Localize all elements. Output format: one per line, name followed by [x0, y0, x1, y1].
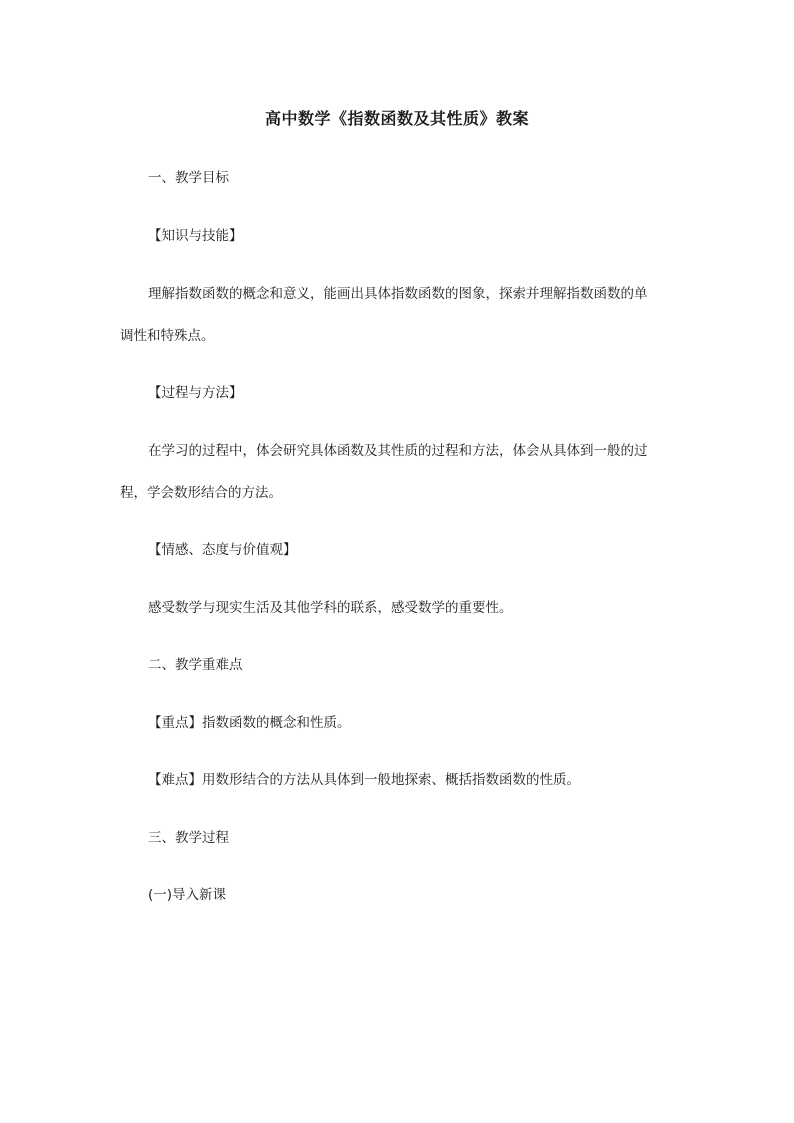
paragraph-process-line-1: 在学习的过程中，体会研究具体函数及其性质的过程和方法，体会从具体到一般的过	[148, 443, 648, 459]
subheading-introduction: (一)导入新课	[148, 887, 227, 903]
subheading-knowledge-skills: 【知识与技能】	[148, 228, 243, 244]
paragraph-process-line-2: 程，学会数形结合的方法。	[120, 485, 282, 501]
difficult-point-text: 【难点】用数形结合的方法从具体到一般地探索、概括指数函数的性质。	[148, 772, 580, 788]
page-title: 高中数学《指数函数及其性质》教案	[264, 109, 529, 128]
section-heading-objectives: 一、教学目标	[148, 170, 229, 186]
paragraph-knowledge-line-2: 调性和特殊点。	[120, 328, 215, 344]
subheading-process-methods: 【过程与方法】	[148, 385, 243, 401]
subheading-emotion-values: 【情感、态度与价值观】	[148, 542, 297, 558]
paragraph-knowledge-line-1: 理解指数函数的概念和意义，能画出具体指数函数的图象，探索并理解指数函数的单	[148, 286, 648, 302]
section-heading-process: 三、教学过程	[148, 830, 229, 846]
key-point-text: 【重点】指数函数的概念和性质。	[148, 715, 351, 731]
section-heading-key-difficult: 二、教学重难点	[148, 657, 243, 673]
paragraph-emotion: 感受数学与现实生活及其他学科的联系，感受数学的重要性。	[148, 600, 513, 616]
